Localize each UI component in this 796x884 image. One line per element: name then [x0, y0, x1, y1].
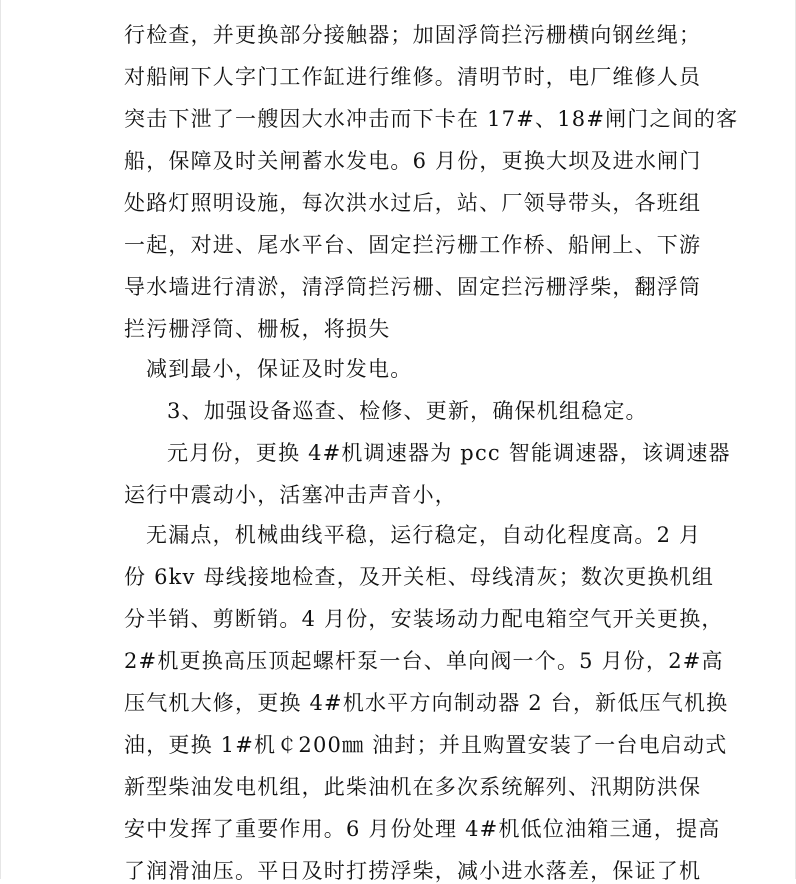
text-line: 行检查，并更换部分接触器；加固浮筒拦污栅横向钢丝绳； — [124, 23, 702, 47]
text-line: 拦污栅浮筒、栅板，将损失 — [124, 317, 391, 341]
text-line: 了润滑油压。平日及时打捞浮柴，减小进水落差，保证了机 — [124, 859, 702, 883]
text-line: 油，更换 1#机￠200㎜ 油封；并且购置安装了一台电启动式 — [124, 733, 728, 757]
document-body — [1, 0, 796, 883]
text-line: 份 6kv 母线接地检查，及开关柜、母线清灰；数次更换机组 — [124, 565, 715, 589]
text-line: 2#机更换高压顶起螺杆泵一台、单向阀一个。5 月份，2#高 — [124, 649, 724, 673]
text-line: 导水墙进行清淤，清浮筒拦污栅、固定拦污栅浮柴，翻浮筒 — [124, 275, 702, 299]
text-line: 减到最小，保证及时发电。 — [146, 357, 413, 381]
text-line: 分半销、剪断销。4 月份，安装场动力配电箱空气开关更换， — [124, 607, 724, 631]
text-line: 压气机大修，更换 4#机水平方向制动器 2 台，新低压气机换 — [124, 691, 729, 715]
text-line: 运行中震动小，活塞冲击声音小， — [124, 483, 457, 507]
text-line: 新型柴油发电机组，此柴油机在多次系统解列、汛期防洪保 — [124, 775, 702, 799]
text-line: 对船闸下人字门工作缸进行维修。清明节时，电厂维修人员 — [124, 65, 702, 89]
text-line: 无漏点，机械曲线平稳，运行稳定，自动化程度高。2 月 — [146, 523, 702, 547]
text-line: 突击下泄了一艘因大水冲击而下卡在 17#、18#闸门之间的客 — [124, 107, 739, 131]
text-line: 船，保障及时关闸蓄水发电。6 月份，更换大坝及进水闸门 — [124, 149, 702, 173]
text-line: 安中发挥了重要作用。6 月份处理 4#机低位油箱三通，提高 — [124, 817, 721, 841]
section-heading: 3、加强设备巡查、检修、更新，确保机组稳定。 — [167, 399, 648, 423]
text-line: 元月份，更换 4#机调速器为 pcc 智能调速器，该调速器 — [167, 441, 731, 465]
text-line: 处路灯照明设施，每次洪水过后，站、厂领导带头，各班组 — [124, 191, 702, 215]
text-line: 一起，对进、尾水平台、固定拦污栅工作桥、船闸上、下游 — [124, 233, 702, 257]
